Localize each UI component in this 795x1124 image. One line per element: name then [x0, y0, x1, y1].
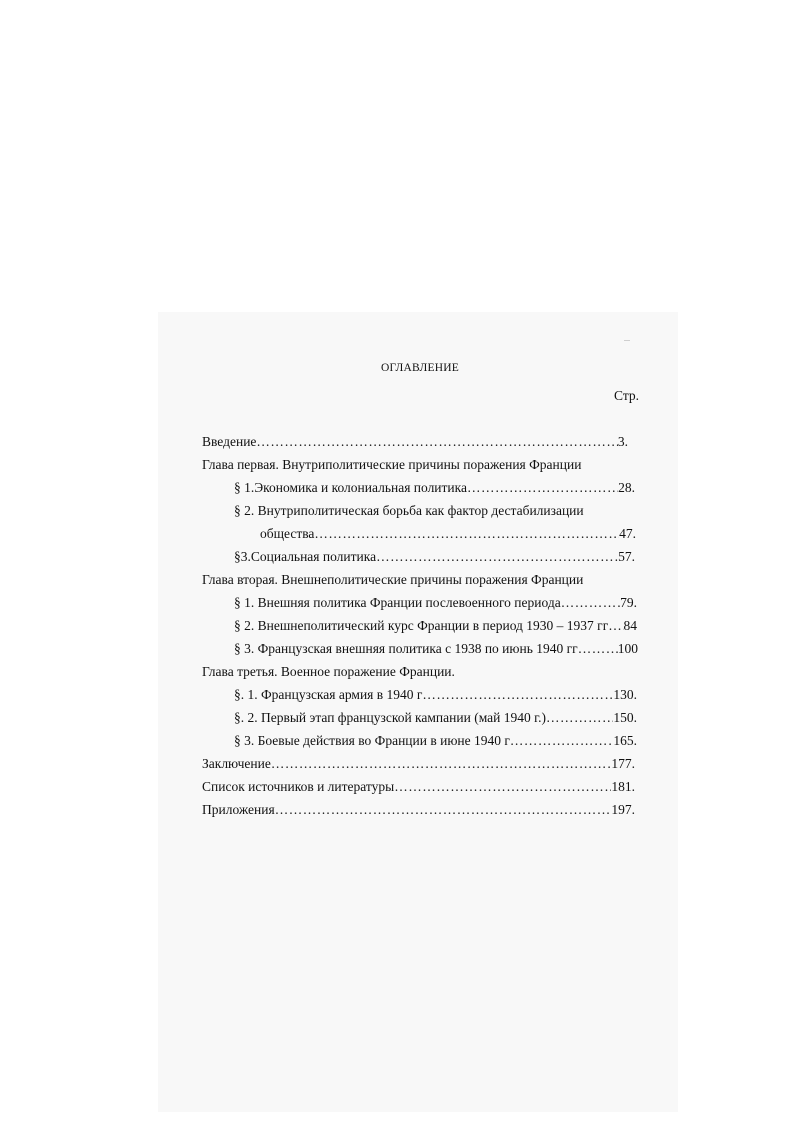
toc-entry-text: §. 2. Первый этап французской кампании (май 1940 г.)	[234, 710, 546, 725]
toc-entry-text: Приложения	[202, 802, 275, 817]
leader-dots	[394, 779, 611, 795]
toc-entry-ch2-s1	[234, 595, 637, 613]
leader-dots	[546, 710, 613, 726]
toc-entry-ch2-s3	[234, 641, 638, 659]
leader-dots	[467, 480, 618, 496]
leader-dots	[256, 434, 617, 450]
toc-entry-text: § 3. Французская внешняя политика с 1938 по июнь 1940 гг	[234, 641, 578, 656]
toc-title: ОГЛАВЛЕНИЕ	[381, 362, 459, 374]
toc-entry-page: 28.	[618, 480, 635, 495]
toc-chapter-3: Глава третья. Военное поражение Франции.	[202, 664, 455, 679]
toc-entry-text: § 2. Внешнеполитический курс Франции в период 1930 – 1937 гг	[234, 618, 609, 633]
toc-entry-intro	[202, 434, 628, 452]
toc-entry-ch1-s3	[234, 549, 635, 567]
toc-entry-ch1-s2-line1: § 2. Внутриполитическая борьба как фактор дестабилизации	[234, 503, 584, 518]
toc-entry-text: Заключение	[202, 756, 271, 771]
toc-entry-page: 181.	[611, 779, 635, 794]
toc-entry-page: 3.	[617, 434, 628, 449]
toc-entry-page: 165.	[613, 733, 637, 748]
page-column-label: Стр.	[614, 388, 640, 403]
leader-dots	[275, 802, 612, 818]
toc-entry-page: 177.	[611, 756, 635, 771]
toc-entry-page: 150.	[613, 710, 637, 725]
toc-entry-text: §3.Социальная политика	[234, 549, 377, 564]
leader-dots	[510, 733, 613, 749]
toc-chapter-1: Глава первая. Внутриполитические причины поражения Франции	[202, 457, 582, 472]
toc-entry-conclusion	[202, 756, 635, 774]
toc-entry-page: 130.	[613, 687, 637, 702]
toc-entry-ch1-s1	[234, 480, 635, 498]
toc-entry-text: §. 1. Французская армия в 1940 г	[234, 687, 423, 702]
toc-entry-text: Список источников и литературы	[202, 779, 395, 794]
toc-entry-ch3-s1	[234, 687, 637, 705]
toc-entry-ch1-s2-line2	[260, 526, 636, 544]
leader-dots	[376, 549, 618, 565]
toc-entry-ch3-s3	[234, 733, 637, 751]
leader-dots	[271, 756, 612, 772]
toc-entry-ch3-s2	[234, 710, 637, 728]
toc-entry-text: § 3. Боевые действия во Франции в июне 1940 г	[234, 733, 510, 748]
toc-entry-appendix	[202, 802, 635, 820]
leader-dots	[422, 687, 613, 703]
toc-entry-page: 47.	[619, 526, 636, 541]
toc-entry-page: 197.	[611, 802, 635, 817]
toc-entry-sources	[202, 779, 635, 797]
toc-chapter-2: Глава вторая. Внешнеполитические причины поражения Франции	[202, 572, 584, 587]
leader-dots	[608, 618, 623, 634]
toc-entry-page: 57.	[618, 549, 635, 564]
toc-entry-text: Введение	[202, 434, 257, 449]
toc-entry-text: общества	[260, 526, 315, 541]
toc-entry-text: § 1. Внешняя политика Франции послевоенного периода	[234, 595, 561, 610]
toc-entry-text: § 1.Экономика и колониальная политика	[234, 480, 468, 495]
toc-entry-ch2-s2	[234, 618, 637, 636]
leader-dots	[578, 641, 618, 657]
toc-entry-page: 84	[623, 618, 637, 633]
leader-dots	[314, 526, 619, 542]
toc-entry-page: 79.	[620, 595, 637, 610]
toc-entry-page: 100	[617, 641, 638, 656]
leader-dots	[561, 595, 620, 611]
